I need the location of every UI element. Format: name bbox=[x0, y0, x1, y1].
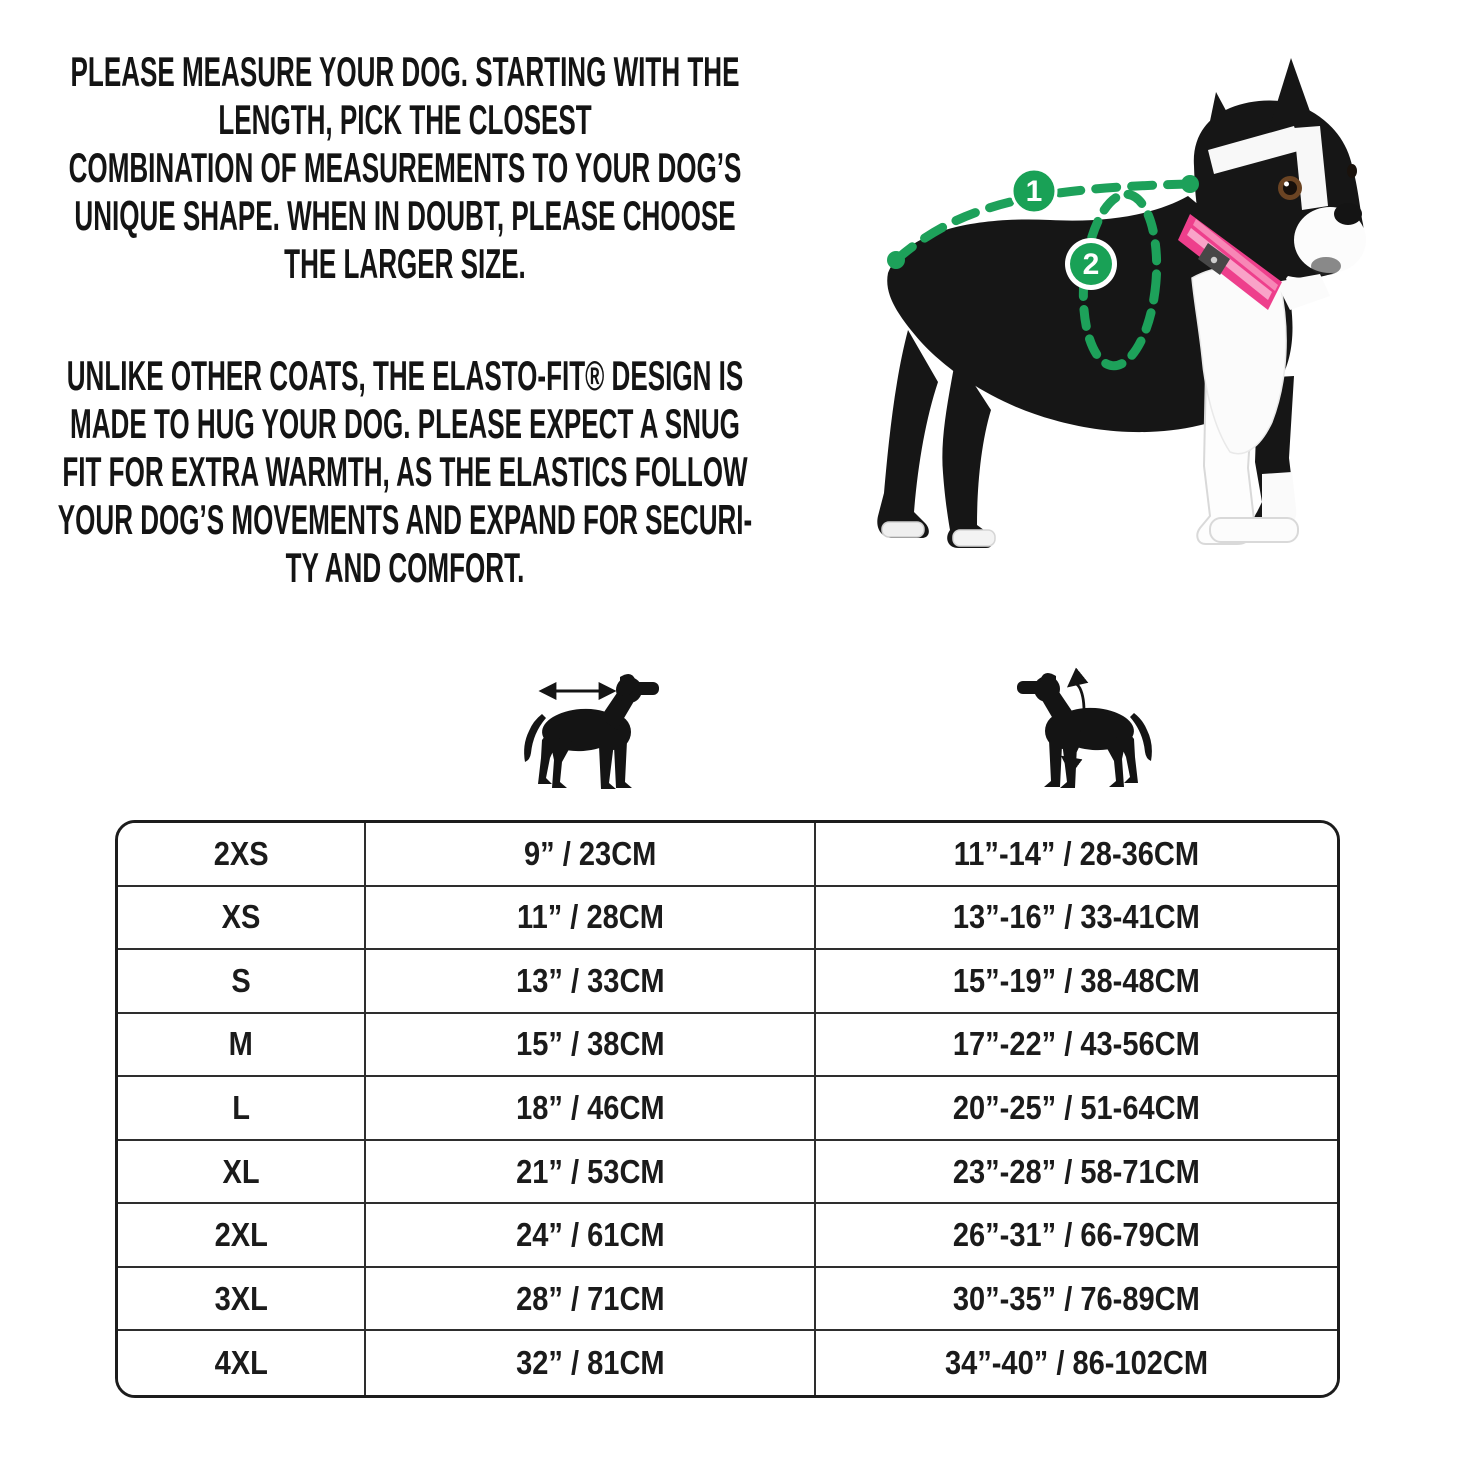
cell-text: 20”-25” / 51-64CM bbox=[953, 1088, 1200, 1126]
size-cell bbox=[118, 1204, 366, 1268]
instruction-line: UNIQUE SHAPE. WHEN IN DOUBT, PLEASE CHOOSE bbox=[74, 192, 736, 239]
cell-text: 34”-40” / 86-102CM bbox=[944, 1344, 1209, 1382]
measure-badge-1 bbox=[1012, 169, 1056, 213]
cell-text: M bbox=[228, 1025, 254, 1063]
cell-text: 11” / 28CM bbox=[516, 898, 664, 936]
description-line: UNLIKE OTHER COATS, THE ELASTO-FIT® DESIGN IS bbox=[66, 352, 744, 399]
size-cell bbox=[118, 887, 366, 951]
size-cell bbox=[118, 1141, 366, 1205]
size-cell bbox=[118, 1077, 366, 1141]
measuring-instructions-text bbox=[33, 48, 777, 288]
cell-text: XL bbox=[222, 1152, 260, 1190]
length-cell bbox=[366, 1141, 816, 1205]
length-cell bbox=[366, 823, 816, 887]
size-cell bbox=[118, 1014, 366, 1078]
dog-girth-silhouette bbox=[994, 663, 1156, 794]
girth-cell bbox=[816, 1331, 1337, 1395]
size-cell bbox=[118, 1268, 366, 1332]
cell-text: 24” / 61CM bbox=[515, 1216, 665, 1254]
cell-text: 23”-28” / 58-71CM bbox=[953, 1152, 1200, 1190]
instruction-line: THE LARGER SIZE. bbox=[284, 240, 526, 287]
description-line: MADE TO HUG YOUR DOG. PLEASE EXPECT A SNUG bbox=[70, 400, 740, 447]
badge-1-number: 1 bbox=[1025, 175, 1043, 208]
cell-text: 13” / 33CM bbox=[515, 961, 665, 999]
description-line: YOUR DOG’S MOVEMENTS AND EXPAND FOR SECURI- bbox=[57, 496, 753, 543]
girth-cell bbox=[816, 823, 1337, 887]
length-cell bbox=[366, 1077, 816, 1141]
cell-text: L bbox=[232, 1088, 250, 1126]
cell-text: S bbox=[231, 961, 251, 999]
cell-text: 28” / 71CM bbox=[515, 1279, 665, 1317]
length-cell bbox=[366, 1331, 816, 1395]
cell-text: 4XL bbox=[214, 1344, 268, 1382]
girth-cell bbox=[816, 887, 1337, 951]
cell-text: 2XL bbox=[214, 1216, 268, 1254]
badge-2-number: 2 bbox=[1082, 248, 1100, 281]
girth-cell bbox=[816, 950, 1337, 1014]
measure-badge-2 bbox=[1065, 238, 1117, 290]
cell-text: 15” / 38CM bbox=[515, 1025, 665, 1063]
cell-text: 13”-16” / 33-41CM bbox=[953, 898, 1200, 936]
cell-text: 21” / 53CM bbox=[515, 1152, 665, 1190]
girth-cell bbox=[816, 1014, 1337, 1078]
size-cell bbox=[118, 950, 366, 1014]
cell-text: 2XS bbox=[213, 834, 269, 872]
dog-ear bbox=[1268, 58, 1318, 134]
length-cell bbox=[366, 887, 816, 951]
description-line: FIT FOR EXTRA WARMTH, AS THE ELASTICS FOLLOW bbox=[62, 448, 748, 495]
cell-text: 18” / 46CM bbox=[515, 1088, 665, 1126]
cell-text: 15”-19” / 38-48CM bbox=[953, 961, 1200, 999]
girth-cell bbox=[816, 1141, 1337, 1205]
girth-cell bbox=[816, 1077, 1337, 1141]
girth-cell bbox=[816, 1204, 1337, 1268]
length-cell bbox=[366, 950, 816, 1014]
size-table bbox=[115, 820, 1340, 1398]
cell-text: 9” / 23CM bbox=[523, 834, 657, 872]
instruction-line: COMBINATION OF MEASUREMENTS TO YOUR DOG’S bbox=[68, 144, 742, 191]
cell-text: 11”-14” / 28-36CM bbox=[953, 834, 1200, 872]
dog-photo-illustration bbox=[858, 38, 1420, 586]
cell-text: 30”-35” / 76-89CM bbox=[953, 1279, 1200, 1317]
girth-cell bbox=[816, 1268, 1337, 1332]
elasto-fit-description-text bbox=[33, 352, 777, 592]
dog-nose bbox=[1334, 203, 1362, 225]
cell-text: 32” / 81CM bbox=[515, 1344, 665, 1382]
length-cell bbox=[366, 1204, 816, 1268]
instruction-line: LENGTH, PICK THE CLOSEST bbox=[218, 96, 592, 143]
cell-text: 17”-22” / 43-56CM bbox=[953, 1025, 1200, 1063]
length-cell bbox=[366, 1014, 816, 1078]
cell-text: 3XL bbox=[214, 1279, 268, 1317]
dog-length-silhouette bbox=[520, 666, 682, 794]
size-cell bbox=[118, 1331, 366, 1395]
instruction-line: PLEASE MEASURE YOUR DOG. STARTING WITH THE bbox=[70, 48, 740, 95]
cell-text: XS bbox=[221, 898, 261, 936]
length-cell bbox=[366, 1268, 816, 1332]
description-line: TY AND COMFORT. bbox=[285, 544, 525, 591]
cell-text: 26”-31” / 66-79CM bbox=[953, 1216, 1200, 1254]
size-cell bbox=[118, 823, 366, 887]
